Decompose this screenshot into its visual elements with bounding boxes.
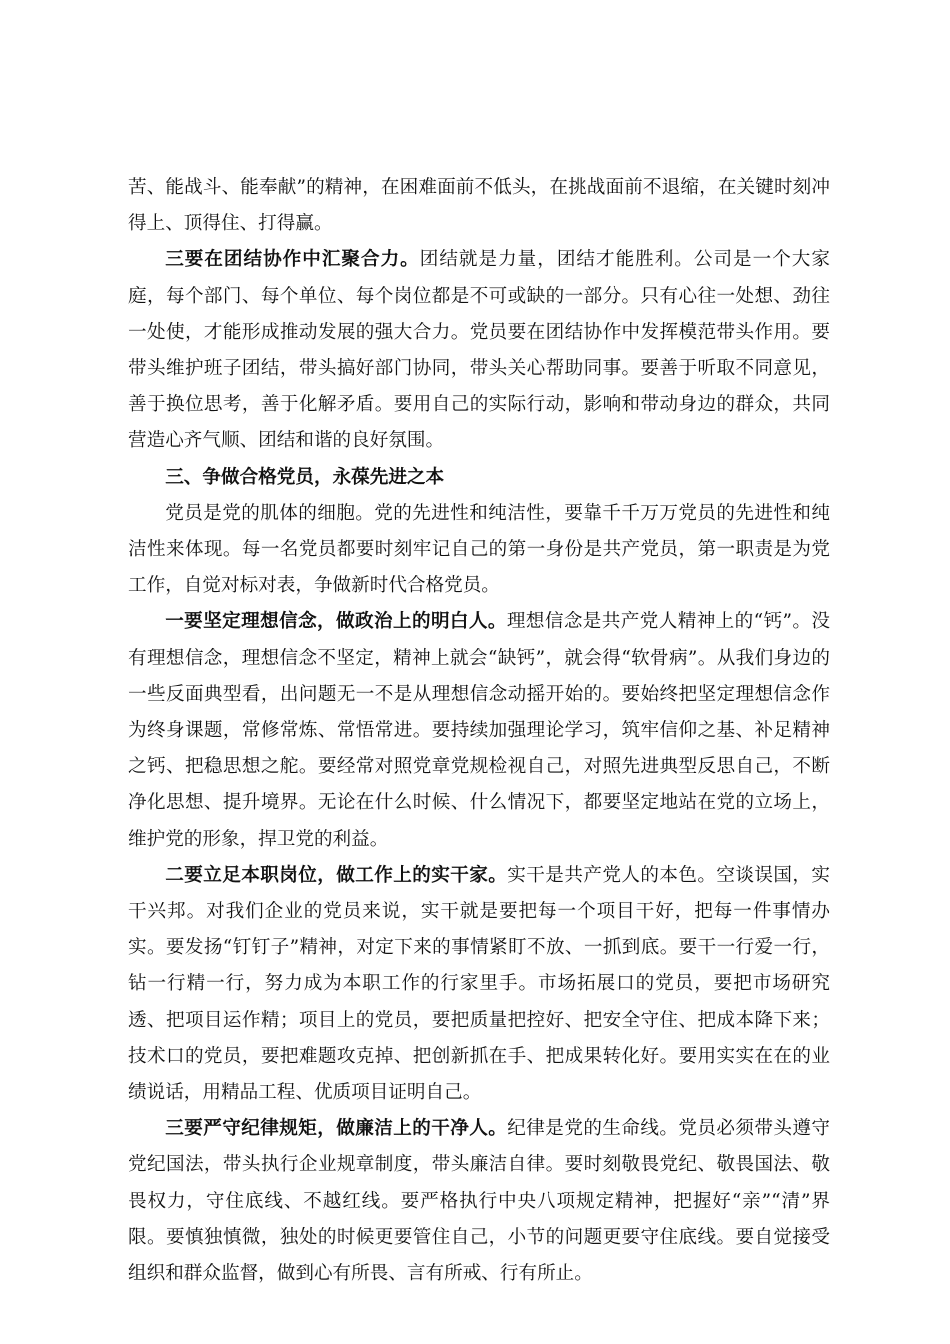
- paragraph-body: 苦、能战斗、能奉献”的精神，在困难面前不低头，在挑战面前不退缩，在关键时刻冲得上、顶得住、打得赢。: [128, 177, 830, 235]
- paragraph-lead: 三要严守纪律规矩，做廉洁上的干净人。: [165, 1118, 508, 1140]
- paragraph-body: 理想信念是共产党人精神上的“钙”。没有理想信念，理想信念不坚定，精神上就会“缺钙”，就会得“软骨病”。从我们身边的一些反面典型看，出问题无一不是从理想信念动摇开始的。要始终把坚定理想信念作为终身课题，常修常炼、常悟常进。要持续加强理论学习，筑牢信仰之基、补足精神之钙、把稳思想之舵。要经常对照党章党规检视自己，对照先进典型反思自己，不断净化思想、提升境界。无论在什么时候、什么情况下，都要坚定地站在党的立场上，维护党的形象，捍卫党的利益。: [128, 611, 830, 850]
- paragraph-unity: [128, 242, 830, 459]
- paragraph-lead: 三要在团结协作中汇聚合力。: [165, 249, 420, 271]
- paragraph-discipline: [128, 1111, 830, 1292]
- paragraph-body: 团结就是力量，团结才能胜利。公司是一个大家庭，每个部门、每个单位、每个岗位都是不可或缺的一部分。只有心往一处想、劲往一处使，才能形成推动发展的强大合力。党员要在团结协作中发挥模范带头作用。要带头维护班子团结，带头搞好部门协同，带头关心帮助同事。要善于听取不同意见，善于换位思考，善于化解矛盾。要用自己的实际行动，影响和带动身边的群众，共同营造心齐气顺、团结和谐的良好氛围。: [128, 249, 830, 452]
- paragraph-lead: 一要坚定理想信念，做政治上的明白人。: [165, 611, 507, 633]
- document-page: [128, 170, 830, 1292]
- paragraph-continuation: [128, 170, 830, 242]
- paragraph-work: [128, 858, 830, 1111]
- paragraph-ideals: [128, 604, 830, 857]
- paragraph-body: 实干是共产党人的本色。空谈误国，实干兴邦。对我们企业的党员来说，实干就是要把每一个项目干好，把每一件事情办实。要发扬“钉钉子”精神，对定下来的事情紧盯不放、一抓到底。要干一行爱一行，钻一行精一行，努力成为本职工作的行家里手。市场拓展口的党员，要把市场研究透、把项目运作精；项目上的党员，要把质量把控好、把安全守住、把成本降下来；技术口的党员，要把难题攻克掉、把创新抓在手、把成果转化好。要用实实在在的业绩说话，用精品工程、优质项目证明自己。: [128, 864, 830, 1104]
- paragraph-body: 党员是党的肌体的细胞。党的先进性和纯洁性，要靠千千万万党员的先进性和纯洁性来体现。每一名党员都要时刻牢记自己的第一身份是共产党员，第一职责是为党工作，自觉对标对表，争做新时代合格党员。: [128, 502, 830, 597]
- paragraph-intro: [128, 496, 830, 605]
- paragraph-lead: 二要立足本职岗位，做工作上的实干家。: [165, 864, 508, 886]
- section-heading: 三、争做合格党员，永葆先进之本: [165, 466, 445, 488]
- paragraph-body: 纪律是党的生命线。党员必须带头遵守党纪国法，带头执行企业规章制度，带头廉洁自律。要时刻敬畏党纪、敬畏国法、敬畏权力，守住底线、不越红线。要严格执行中央八项规定精神，把握好“亲”“清”界限。要慎独慎微，独处的时候更要管住自己，小节的问题更要守住底线。要自觉接受组织和群众监督，做到心有所畏、言有所戒、行有所止。: [128, 1118, 830, 1285]
